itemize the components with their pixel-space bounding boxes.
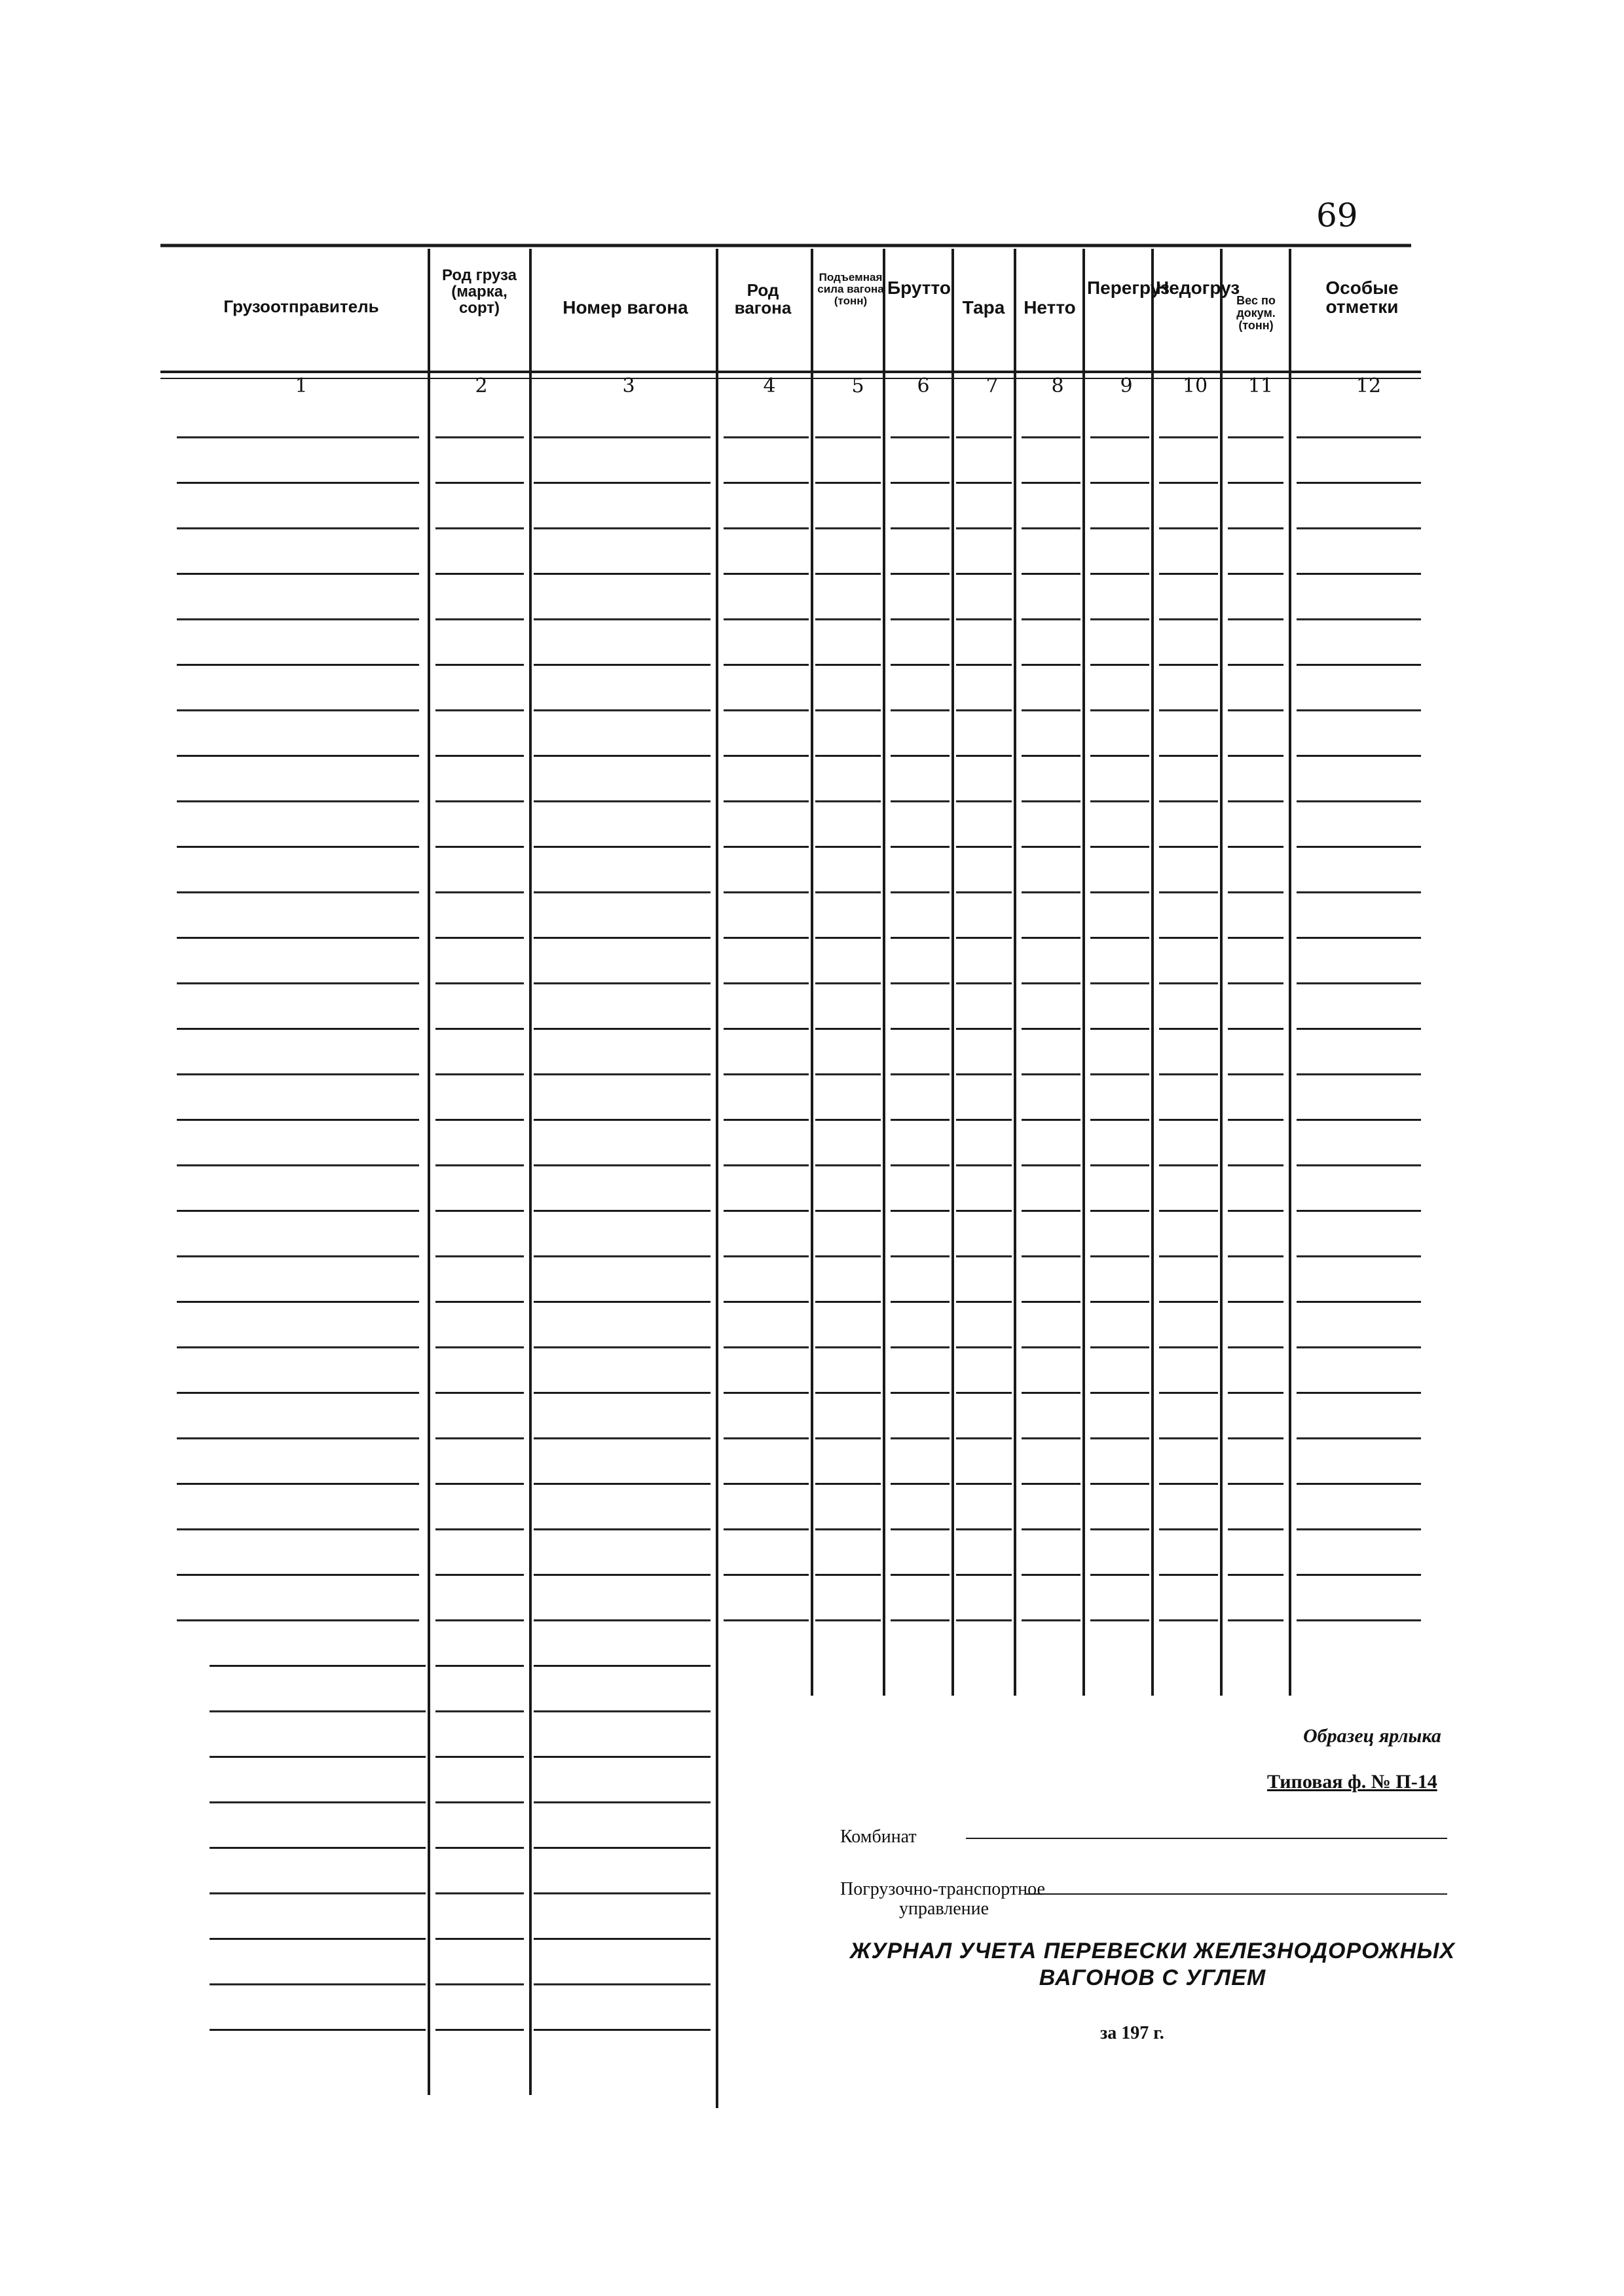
col-number-11: 11 (1247, 374, 1274, 397)
col-number-3: 3 (622, 374, 635, 397)
col-number-4: 4 (763, 374, 776, 397)
journal-title-line-1: ЖУРНАЛ УЧЕТА ПЕРЕВЕСКИ ЖЕЛЕЗНОДОРОЖНЫХ (849, 1939, 1456, 1963)
header-gross: Брутто (887, 278, 951, 298)
department-label-2: управление (899, 1899, 989, 1919)
header-tare: Тара (962, 297, 1005, 318)
year-label: за 197 г. (1100, 2023, 1164, 2043)
col-number-12: 12 (1356, 374, 1382, 397)
col-number-9: 9 (1120, 374, 1133, 397)
col-number-8: 8 (1051, 374, 1064, 397)
col-number-7: 7 (986, 374, 999, 397)
col-number-5: 5 (851, 374, 864, 397)
header-doc-weight: Вес по докум. (тонн) (1236, 294, 1276, 332)
header-overload: Перегруз (1087, 278, 1170, 298)
header-shipper: Грузоотправитель (223, 297, 379, 316)
col-number-6: 6 (917, 374, 930, 397)
header-wagon-kind: Род вагона (734, 280, 792, 318)
header-special-notes: Особые отметки (1325, 278, 1399, 318)
header-wagon-number: Номер вагона (563, 297, 688, 318)
type-form: Типовая ф. № П-14 (1267, 1771, 1437, 1793)
header-underload: Недогруз (1156, 278, 1240, 298)
department-label-1: Погрузочно-транспортное (840, 1879, 1045, 1899)
col-number-10: 10 (1182, 374, 1208, 397)
header-net: Нетто (1024, 297, 1076, 318)
header-cargo-type: Род груза (марка, сорт) (442, 266, 517, 318)
page-number: 69 (1316, 196, 1358, 234)
col-number-2: 2 (475, 374, 488, 397)
sample-label: Образец ярлыка (1303, 1725, 1441, 1747)
journal-title (838, 1938, 1467, 1992)
col-number-1: 1 (295, 374, 308, 397)
journal-title-line-2: ВАГОНОВ С УГЛЕМ (1039, 1965, 1266, 1990)
header-capacity: Подъемная сила вагона (тонн) (817, 271, 884, 307)
combinat-label: Комбинат (840, 1827, 917, 1847)
